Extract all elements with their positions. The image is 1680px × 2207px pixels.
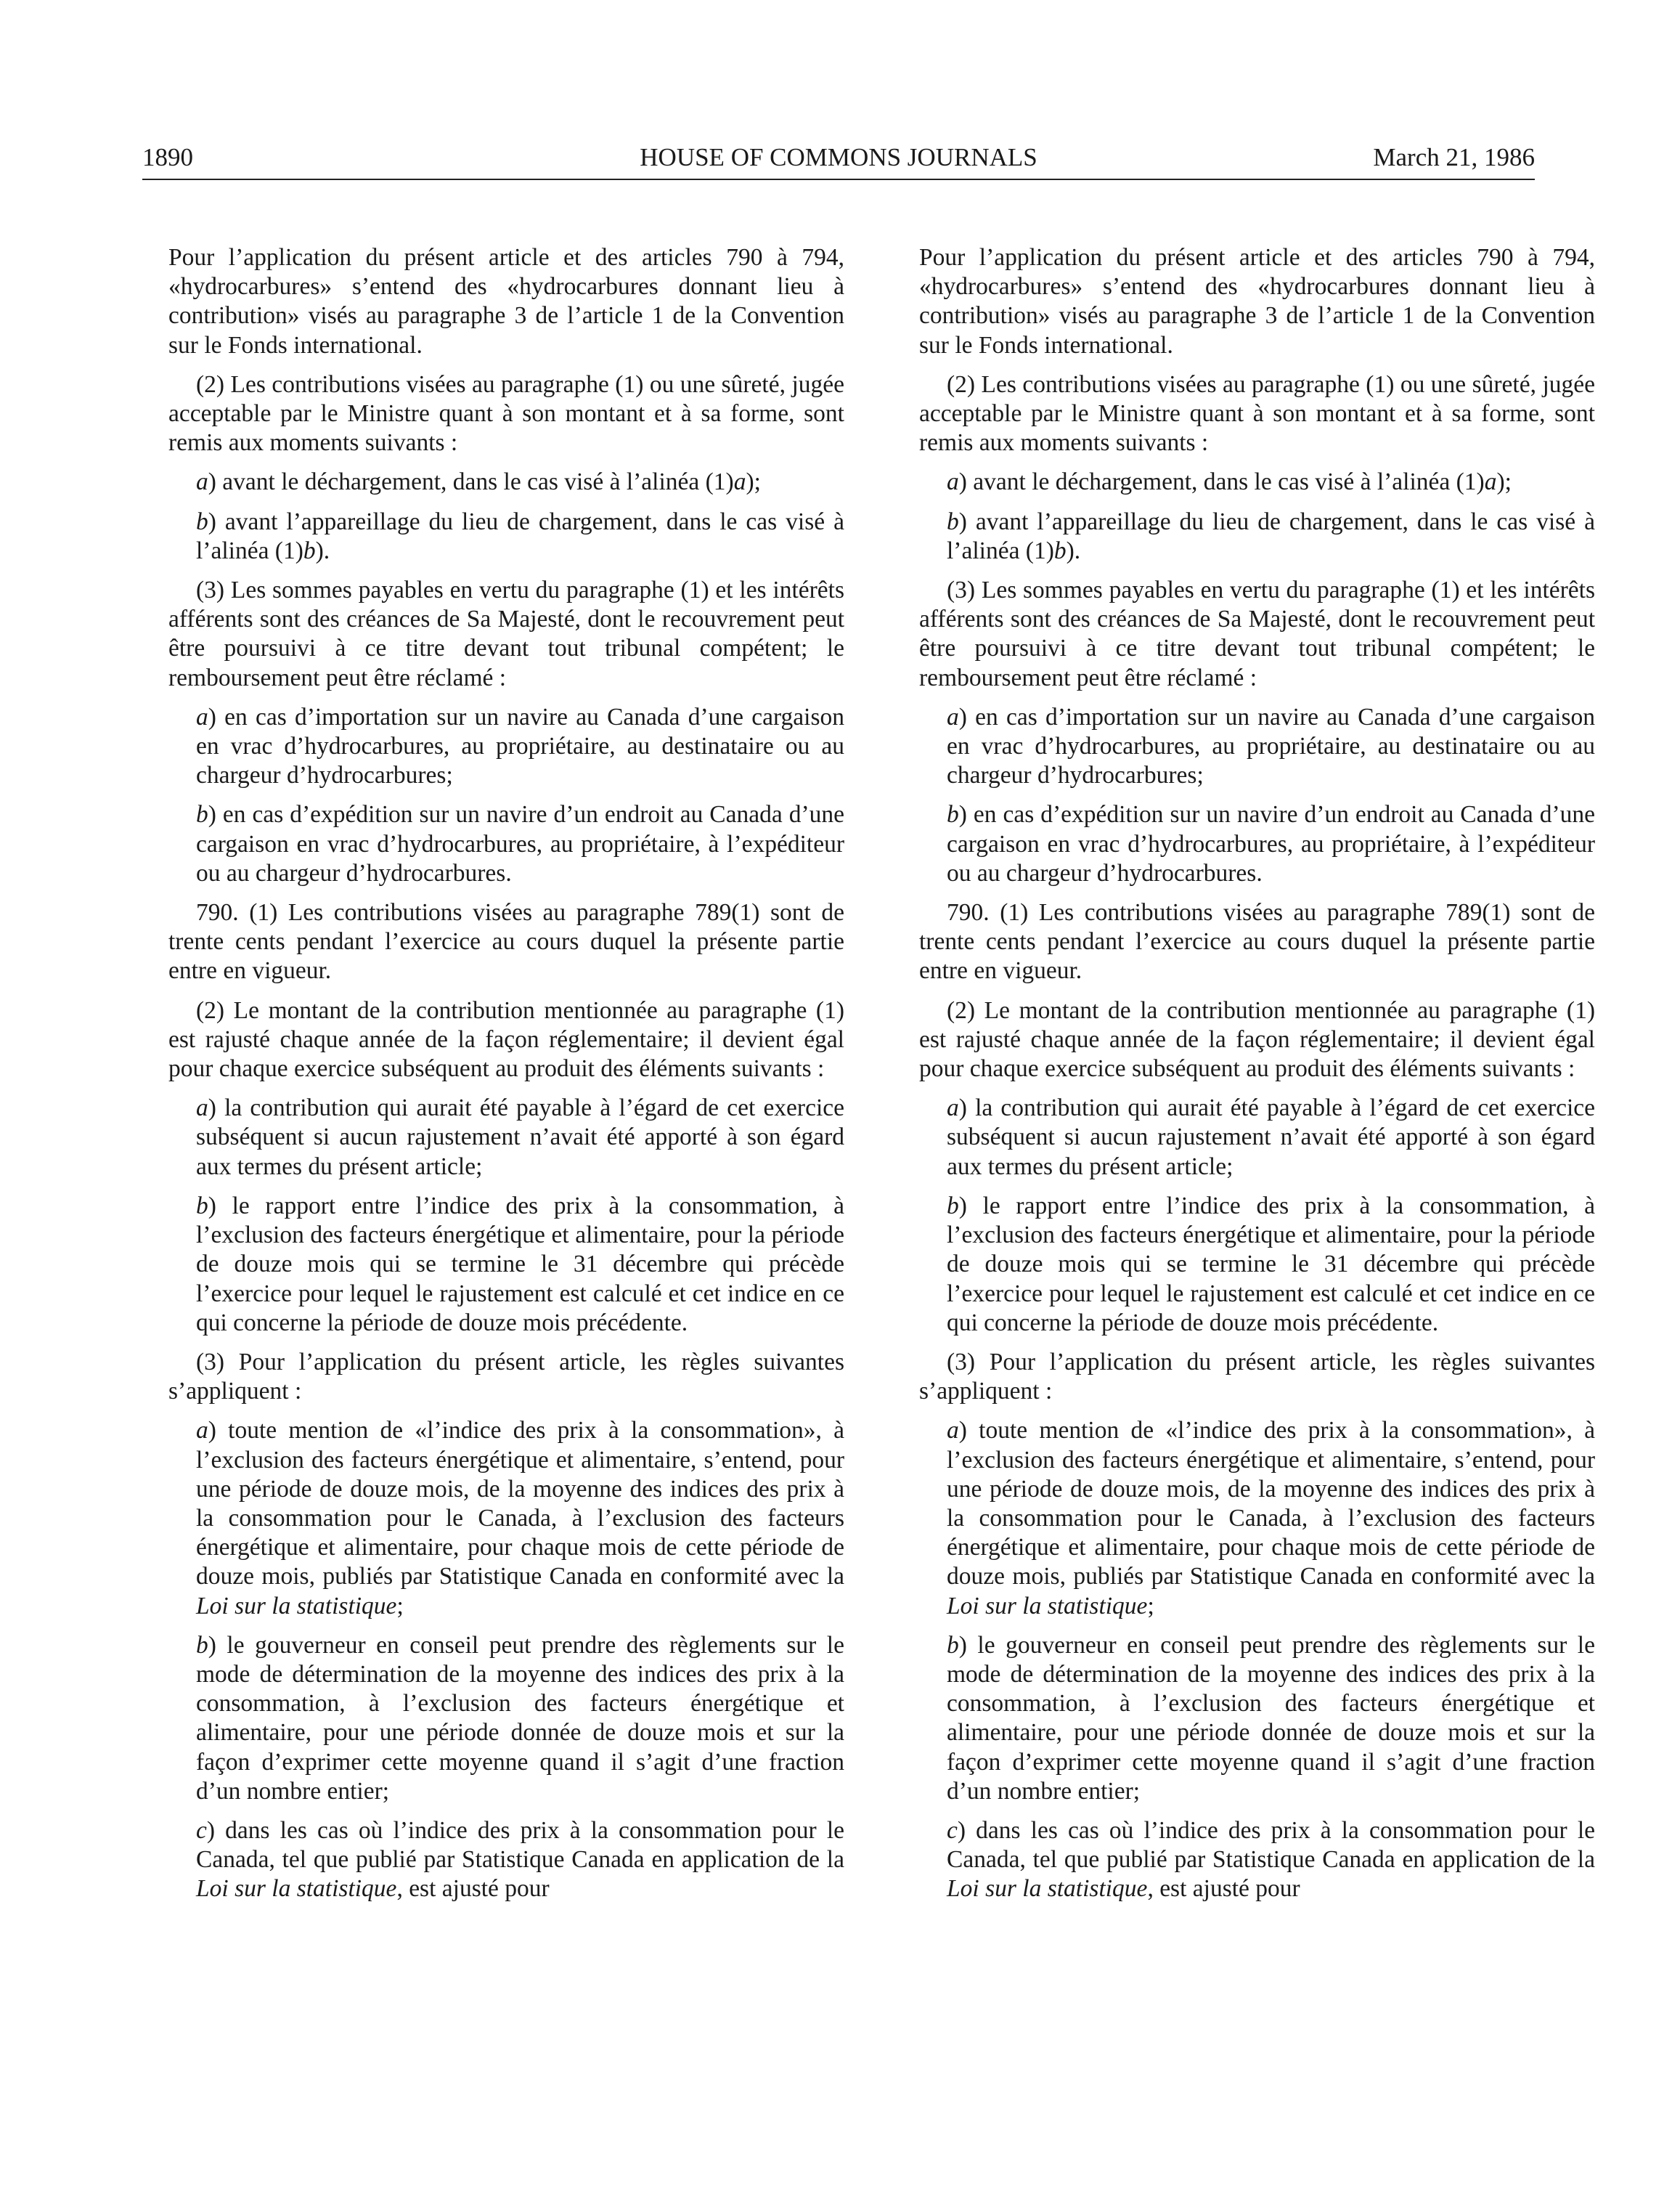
header-date: March 21, 1986 [1373,143,1535,171]
paragraph: Pour l’application du présent article et des articles 790 à 794, «hydrocarbures» s’entend des «hydrocarbures donnant lieu à contribution» visés au paragraphe 3 de l’article 1 de la Convention sur le Fonds international. [919,244,1595,359]
paragraph: a) en cas d’importation sur un navire au Canada d’une cargaison en vrac d’hydrocarbures, au propriétaire, au destinataire ou au chargeur d’hydrocarbures; [196,703,844,789]
paragraph: a) avant le déchargement, dans le cas visé à l’alinéa (1)a); [947,468,1512,496]
paragraph: b) avant l’appareillage du lieu de chargement, dans le cas visé à l’alinéa (1)b). [196,508,844,564]
paragraph: 790. (1) Les contributions visées au paragraphe 789(1) sont de trente cents pendant l’exercice au cours duquel la présente partie entre en vigueur. [168,899,844,985]
paragraph: a) avant le déchargement, dans le cas visé à l’alinéa (1)a); [196,468,761,496]
paragraph: (3) Pour l’application du présent article, les règles suivantes s’appliquent : [168,1348,844,1405]
paragraph: a) toute mention de «l’indice des prix à la consommation», à l’exclusion des facteurs énergétique et alimentaire, s’entend, pour une période de douze mois, de la moyenne des indices des prix à la consommation pour le Canada, à l’exclusion des facteurs énergétique et alimentaire, pour chaque mois de cette période de douze mois, publiés par Statistique Canada en conformité avec la Loi sur la statistique; [196,1417,844,1619]
left-column [168,243,844,1914]
page-number: 1890 [142,143,193,171]
paragraph: b) en cas d’expédition sur un navire d’un endroit au Canada d’une cargaison en vrac d’hydrocarbures, au propriétaire, à l’expéditeur ou au chargeur d’hydrocarbures. [196,801,844,887]
paragraph: a) la contribution qui aurait été payable à l’égard de cet exercice subséquent si aucun rajustement n’avait été apporté à son égard aux termes du présent article; [947,1094,1595,1180]
paragraph: c) dans les cas où l’indice des prix à la consommation pour le Canada, tel que publié par Statistique Canada en application de la Loi sur la statistique, est ajusté pour [196,1816,844,1903]
page-header [142,142,1535,180]
paragraph: c) dans les cas où l’indice des prix à la consommation pour le Canada, tel que publié par Statistique Canada en application de la Loi sur la statistique, est ajusté pour [947,1816,1595,1903]
paragraph: b) le rapport entre l’indice des prix à la consommation, à l’exclusion des facteurs énergétique et alimentaire, pour la période de douze mois qui se termine le 31 décembre qui précède l’exercice pour lequel le rajustement est calculé et cet indice en ce qui concerne la période de douze mois précédente. [196,1192,844,1336]
paragraph: (2) Le montant de la contribution mentionnée au paragraphe (1) est rajusté chaque année de la façon réglementaire; il devient égal pour chaque exercice subséquent au produit des éléments suivants : [168,996,844,1083]
paragraph: b) le gouverneur en conseil peut prendre des règlements sur le mode de détermination de la moyenne des indices des prix à la consommation, à l’exclusion des facteurs énergétique et alimentaire, pour une période donnée de douze mois et sur la façon d’exprimer cette moyenne quand il s’agit d’une fraction d’un nombre entier; [196,1631,844,1805]
paragraph: 790. (1) Les contributions visées au paragraphe 789(1) sont de trente cents pendant l’exercice au cours duquel la présente partie entre en vigueur. [919,899,1595,985]
paragraph: (3) Les sommes payables en vertu du paragraphe (1) et les intérêts afférents sont des créances de Sa Majesté, dont le recouvrement peut être poursuivi à ce titre devant tout tribunal compétent; le remboursement peut être réclamé : [919,577,1595,691]
paragraph: (3) Les sommes payables en vertu du paragraphe (1) et les intérêts afférents sont des créances de Sa Majesté, dont le recouvrement peut être poursuivi à ce titre devant tout tribunal compétent; le remboursement peut être réclamé : [168,577,844,691]
paragraph: Pour l’application du présent article et des articles 790 à 794, «hydrocarbures» s’entend des «hydrocarbures donnant lieu à contribution» visés au paragraphe 3 de l’article 1 de la Convention sur le Fonds international. [168,244,844,359]
paragraph: (2) Les contributions visées au paragraphe (1) ou une sûreté, jugée acceptable par le Ministre quant à son montant et à sa forme, sont remis aux moments suivants : [919,370,1595,457]
paragraph: a) toute mention de «l’indice des prix à la consommation», à l’exclusion des facteurs énergétique et alimentaire, s’entend, pour une période de douze mois, de la moyenne des indices des prix à la consommation pour le Canada, à l’exclusion des facteurs énergétique et alimentaire, pour chaque mois de cette période de douze mois, publiés par Statistique Canada en conformité avec la Loi sur la statistique; [947,1417,1595,1619]
right-column [919,243,1595,1914]
paragraph: a) en cas d’importation sur un navire au Canada d’une cargaison en vrac d’hydrocarbures, au propriétaire, au destinataire ou au chargeur d’hydrocarbures; [947,703,1595,789]
paragraph: (2) Les contributions visées au paragraphe (1) ou une sûreté, jugée acceptable par le Ministre quant à son montant et à sa forme, sont remis aux moments suivants : [168,370,844,457]
paragraph: b) en cas d’expédition sur un navire d’un endroit au Canada d’une cargaison en vrac d’hydrocarbures, au propriétaire, à l’expéditeur ou au chargeur d’hydrocarbures. [947,801,1595,887]
paragraph: b) le rapport entre l’indice des prix à la consommation, à l’exclusion des facteurs énergétique et alimentaire, pour la période de douze mois qui se termine le 31 décembre qui précède l’exercice pour lequel le rajustement est calculé et cet indice en ce qui concerne la période de douze mois précédente. [947,1192,1595,1336]
paragraph: b) avant l’appareillage du lieu de chargement, dans le cas visé à l’alinéa (1)b). [947,508,1595,564]
paragraph: b) le gouverneur en conseil peut prendre des règlements sur le mode de détermination de la moyenne des indices des prix à la consommation, à l’exclusion des facteurs énergétique et alimentaire, pour une période donnée de douze mois et sur la façon d’exprimer cette moyenne quand il s’agit d’une fraction d’un nombre entier; [947,1631,1595,1805]
paragraph: (2) Le montant de la contribution mentionnée au paragraphe (1) est rajusté chaque année de la façon réglementaire; il devient égal pour chaque exercice subséquent au produit des éléments suivants : [919,996,1595,1083]
paragraph: a) la contribution qui aurait été payable à l’égard de cet exercice subséquent si aucun rajustement n’avait été apporté à son égard aux termes du présent article; [196,1094,844,1180]
paragraph: (3) Pour l’application du présent article, les règles suivantes s’appliquent : [919,1348,1595,1405]
journal-title: HOUSE OF COMMONS JOURNALS [640,143,1037,171]
